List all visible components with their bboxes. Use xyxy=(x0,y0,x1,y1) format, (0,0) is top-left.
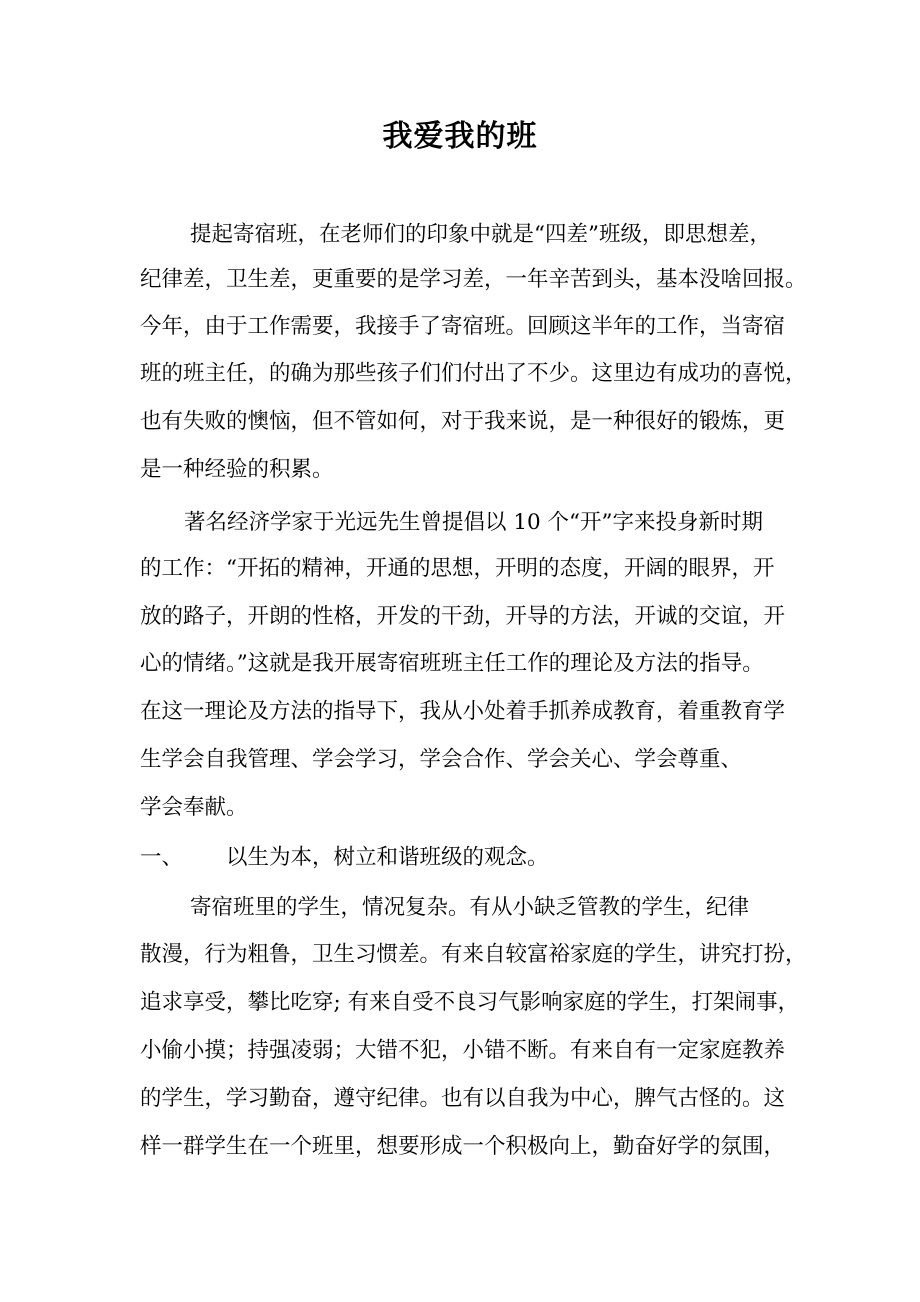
paragraph-line: 寄宿班里的学生，情况复杂。有从小缺乏管教的学生，纪律 xyxy=(190,895,750,920)
paragraph-line: 心的情绪。”这就是我开展寄宿班班主任工作的理论及方法的指导。 xyxy=(140,651,764,676)
paragraph-line: 在这一理论及方法的指导下，我从小处着手抓养成教育，着重教育学 xyxy=(140,699,786,724)
paragraph-line: 样一群学生在一个班里，想要形成一个积极向上，勤奋好学的氛围， xyxy=(140,1134,786,1159)
paragraph-line: 放的路子，开朗的性格，开发的干劲，开导的方法，开诚的交谊，开 xyxy=(140,604,786,629)
paragraph-line: 散漫，行为粗鲁，卫生习惯差。有来自较富裕家庭的学生，讲究打扮， xyxy=(140,942,807,967)
section-heading: 以生为本，树立和谐班级的观念。 xyxy=(226,845,549,870)
paragraph-line: 提起寄宿班，在老师们的印象中就是“四差”班级，即思想差， xyxy=(190,222,771,247)
document-title: 我爱我的班 xyxy=(382,119,538,154)
paragraph-line: 的学生，学习勤奋，遵守纪律。也有以自我为中心，脾气古怪的。这 xyxy=(140,1086,786,1111)
paragraph-line: 今年，由于工作需要，我接手了寄宿班。回顾这半年的工作，当寄宿 xyxy=(140,314,786,339)
section-number: 一、 xyxy=(140,845,184,870)
paragraph-line: 追求享受，攀比吃穿; 有来自受不良习气影响家庭的学生，打架闹事， xyxy=(140,990,800,1015)
paragraph-line: 是一种经验的积累。 xyxy=(140,457,334,482)
paragraph-line: 的工作：“开拓的精神，开通的思想，开明的态度，开阔的眼界，开 xyxy=(140,556,775,581)
paragraph-line: 生学会自我管理、学会学习，学会合作、学会关心、学会尊重、 xyxy=(140,747,743,772)
paragraph-line: 小偷小摸；持强凌弱；大错不犯，小错不断。有来自有一定家庭教养 xyxy=(140,1038,786,1063)
paragraph-line: 著名经济学家于光远先生曾提倡以 10 个“开”字来投身新时期 xyxy=(184,510,764,535)
paragraph-line: 班的班主任，的确为那些孩子们们付出了不少。这里边有成功的喜悦， xyxy=(140,361,807,386)
paragraph-line: 学会奉献。 xyxy=(140,795,248,820)
paragraph-line: 也有失败的懊恼，但不管如何，对于我来说，是一种很好的锻炼，更 xyxy=(140,409,786,434)
paragraph-line: 纪律差，卫生差，更重要的是学习差，一年辛苦到头，基本没啥回报。 xyxy=(140,267,807,292)
